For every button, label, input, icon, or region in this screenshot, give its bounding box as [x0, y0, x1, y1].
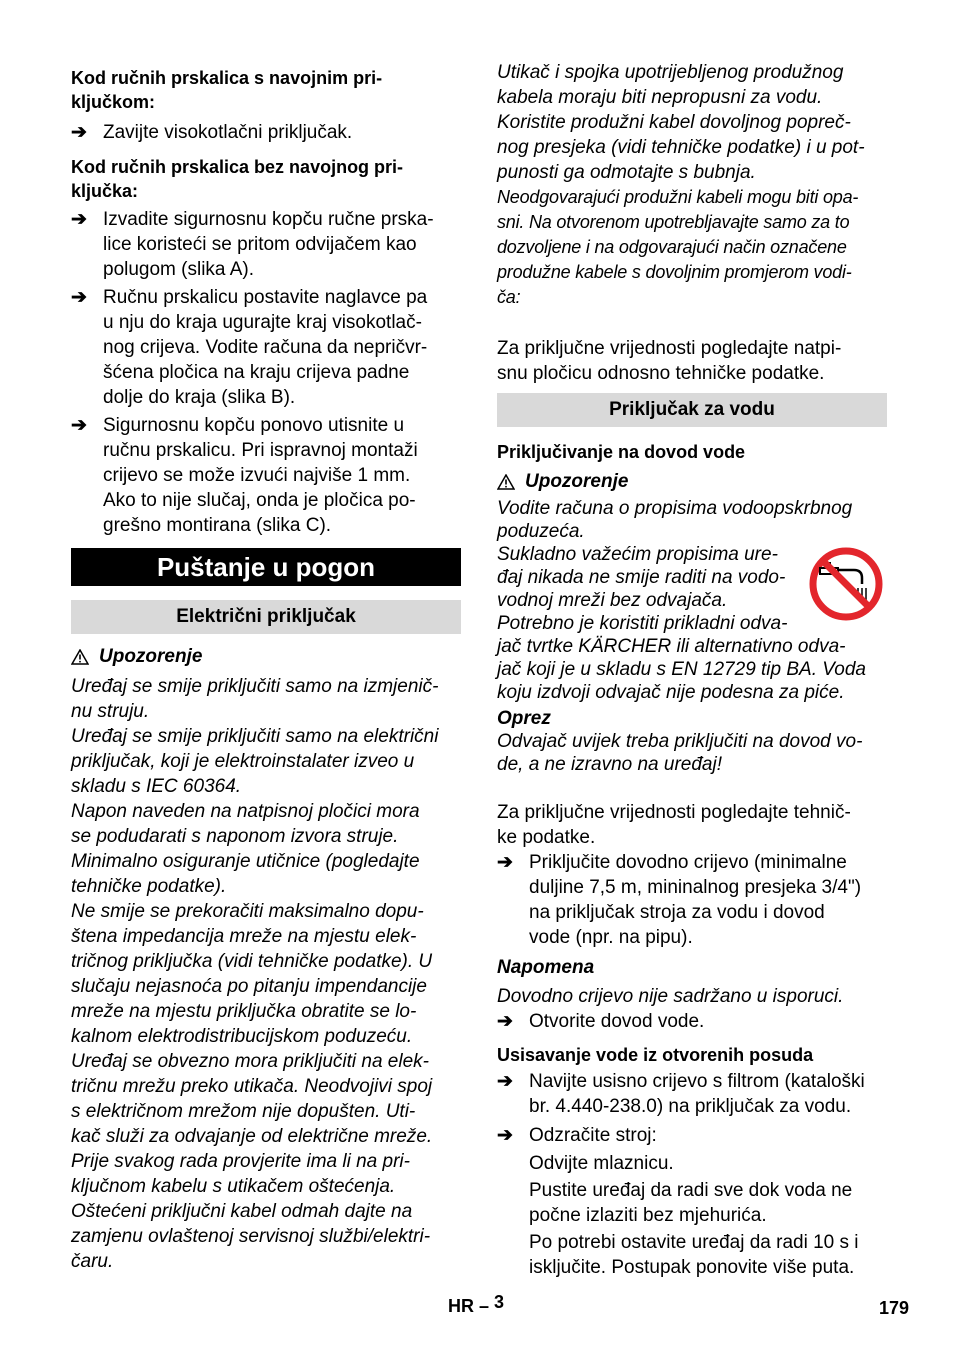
footer-language: HR – 3 [448, 1292, 505, 1316]
arrow-right-icon: ➔ [71, 287, 87, 308]
list-item: ➔ Sigurnosnu kopču ponovo utisnite u ručnu prskalicu. Pri ispravnoj montaži crijevo se može izvući najviše 1 mm. Ako to nije slučaj, onda je pločica po- grešno montirana (slika C). [71, 415, 418, 536]
list-item: ➔ Odzračite stroj: [497, 1125, 657, 1146]
warning-heading: Upozorenje [497, 469, 887, 494]
list-item: ➔ Otvorite dovod vode. [497, 1011, 705, 1032]
paragraph: Za priključne vrijednosti pogledajte natpi- snu pločicu odnosno tehničke podatke. [497, 338, 842, 384]
arrow-right-icon: ➔ [71, 122, 87, 143]
list-subitem: Odvijte mlaznicu. [529, 1153, 674, 1174]
arrow-right-icon: ➔ [71, 209, 87, 230]
list-subitem: Pustite uređaj da radi sve dok voda ne počne izlaziti bez mjehurića. [529, 1180, 853, 1226]
arrow-right-icon: ➔ [497, 1071, 513, 1092]
arrow-right-icon: ➔ [497, 1125, 513, 1146]
list-item: ➔ Ručnu prskalicu postavite naglavce pa u nju do kraja ugurajte kraj visokotlač- nog crijeva. Vodite računa da nepričvr- šćena pločica na kraju crijeva padne dolje do kraja (slika B). [71, 287, 428, 408]
list-subitem: Po potrebi ostavite uređaj da radi 10 s i isključite. Postupak ponovite više puta. [529, 1232, 859, 1278]
warning-text: Vodite računa o propisima vodoopskrbnog poduzeća. Sukladno važećim propisima ure- đaj nikada ne smije raditi na vodo- vodnoj mreži bez odvajača. Potrebno je koristiti prikladni odva- jač tvrtke KÄRCHER ili alternativno odva- jač koji je u skladu s EN 12729 tip BA. Voda koju izdvoji odvajač nije podesna za piće. [497, 498, 866, 703]
paragraph: Za priključne vrijednosti pogledajte tehnič- ke podatke. [497, 802, 851, 848]
arrow-right-icon: ➔ [497, 1011, 513, 1032]
caution-text: Odvajač uvijek treba priključiti na dovod vo- de, a ne izravno na uređaj! [497, 731, 863, 775]
note-label: Napomena [497, 957, 595, 978]
warning-triangle-icon [71, 649, 89, 665]
water-connection-title: Priključak za vodu [497, 393, 887, 427]
caution-label: Oprez [497, 708, 551, 729]
note-text: Dovodno crijevo nije sadržano u isporuci. [497, 986, 844, 1007]
right-column [497, 60, 887, 1280]
heading-no-thread: Kod ručnih prskalica bez navojnog pri- ključka: [71, 157, 404, 201]
heading-water-supply: Priključivanje na dovod vode [497, 442, 746, 462]
extension-cable-note: Neodgovarajući produžni kabeli mogu biti opa- sni. Na otvorenom upotrebljavajte samo za to dozvoljene i na odgovarajući način označene produžne kabele s dovoljnim promjerom vodi- ča: [497, 187, 859, 307]
wrapped-text: Sukladno važećim propisima ure- đaj nikada ne smije raditi na vodo- vodnoj mreži bez odvajača. Potrebno je koristiti prikladni odva- [497, 544, 788, 634]
extension-cable-text: Utikač i spojka upotrijebljenog produžnog kabela moraju biti nepropusni za vodu. Koristite produžni kabel dovoljnog popreč- nog presjeka (vidi tehničke podatke) i u pot- punosti ga odmotajte s bubnja. [497, 62, 865, 183]
page-number: 179 [879, 1298, 910, 1318]
list-item: ➔ Zavijte visokotlačni priključak. [71, 122, 353, 143]
no-drinking-water-tap-icon [808, 546, 884, 622]
subsection-title: Električni priključak [71, 600, 461, 634]
warning-heading: Upozorenje [71, 644, 461, 669]
heading-line: ključkom: [71, 92, 156, 112]
arrow-right-icon: ➔ [71, 415, 87, 436]
list-item: ➔ Navijte usisno crijevo s filtrom (kataloški br. 4.440-238.0) na priključak za vodu. [497, 1071, 865, 1117]
heading-suction: Usisavanje vode iz otvorenih posuda [497, 1045, 814, 1065]
heading-line: Kod ručnih prskalica s navojnim pri- [71, 68, 383, 88]
list-item: ➔ Priključite dovodno crijevo (minimalne duljine 7,5 m, mininalnog presjeka 3/4") na priključak stroja za vodu i dovod vode (npr. na pipu). [497, 852, 862, 948]
heading-threaded [71, 66, 461, 114]
list-item: ➔ Izvadite sigurnosnu kopču ručne prska- lice koristeći se pritom odvijačem kao polugom (slika A). [71, 209, 434, 280]
section-title: Puštanje u pogon [71, 548, 461, 586]
arrow-right-icon: ➔ [497, 852, 513, 873]
warning-text: Uređaj se smije priključiti samo na izmjenič- nu struju. Uređaj se smije priključiti samo na električni priključak, koji je elektroinstalater izveo u skladu s IEC 60364. Napon naveden na natpisnoj pločici mora se podudarati s naponom izvora struje. Minimalno osiguranje utičnice (pogledajte tehničke podatke). Ne smije se prekoračiti maksimalno dopu- štena impedancija mreže na mjestu elek- tričnog priključka (vidi tehničke podatke). U slučaju nejasnoća po pitanju impendancije mreže na mjestu priključka obratite se lo- kalnom elektrodistribucijskom poduzeću. Uređaj se obvezno mora priključiti na elek- tričnu mrežu preko utikača. Neodvojivi spoj s električnom mrežom nije dopušten. Uti- kač služi za odvajanje od električne mreže. Prije svakog rada provjerite ima li na pri- ključnom kabelu s utikačem oštećenja. Oštećeni priključni kabel odmah dajte na zamjenu ovlaštenoj servisnoj službi/elektri- čaru. [71, 676, 439, 1272]
warning-triangle-icon [497, 474, 515, 490]
left-column [71, 60, 461, 1274]
